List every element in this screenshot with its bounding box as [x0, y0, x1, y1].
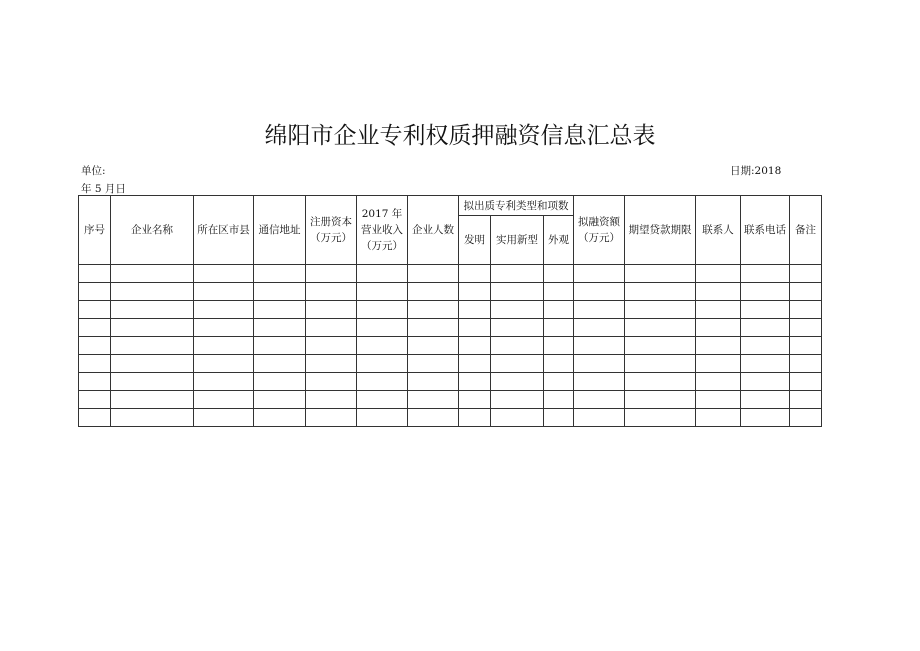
table-cell [357, 301, 408, 319]
table-cell [357, 265, 408, 283]
table-cell [194, 355, 254, 373]
header-district: 所在区市县 [194, 196, 254, 265]
table-cell [111, 283, 194, 301]
table-cell [111, 337, 194, 355]
table-cell [696, 319, 741, 337]
table-row [79, 265, 822, 283]
table-cell [741, 391, 790, 409]
table-cell [625, 355, 696, 373]
header-patent-design: 外观 [544, 216, 574, 265]
table-cell [306, 337, 357, 355]
table-row [79, 373, 822, 391]
table-cell [574, 337, 625, 355]
table-cell [194, 301, 254, 319]
table-cell [625, 373, 696, 391]
table-cell [254, 373, 306, 391]
table-cell [696, 337, 741, 355]
table-cell [408, 409, 459, 427]
page-title: 绵阳市企业专利权质押融资信息汇总表 [264, 123, 656, 149]
table-cell [574, 319, 625, 337]
table-cell [625, 301, 696, 319]
table-cell [357, 409, 408, 427]
table-cell [574, 391, 625, 409]
table-cell [625, 409, 696, 427]
header-patent-invention: 发明 [459, 216, 491, 265]
table-cell [254, 355, 306, 373]
table-cell [696, 409, 741, 427]
table-cell [544, 319, 574, 337]
date-label-continued: 年 5 月日 [81, 183, 126, 195]
table-cell [790, 355, 822, 373]
table-cell [574, 301, 625, 319]
header-revenue-2017: 2017 年营业收入（万元） [357, 196, 408, 265]
table-cell [111, 409, 194, 427]
table-cell [696, 355, 741, 373]
table-cell [306, 301, 357, 319]
table-row [79, 355, 822, 373]
table-cell [574, 409, 625, 427]
header-patent-utility: 实用新型 [491, 216, 544, 265]
table-cell [459, 265, 491, 283]
header-address: 通信地址 [254, 196, 306, 265]
table-cell [306, 283, 357, 301]
table-cell [111, 301, 194, 319]
table-cell [491, 337, 544, 355]
table-cell [254, 319, 306, 337]
table-cell [306, 373, 357, 391]
table-row [79, 337, 822, 355]
table-cell [306, 319, 357, 337]
summary-table [78, 195, 822, 427]
table-cell [625, 265, 696, 283]
table-cell [696, 373, 741, 391]
table-cell [408, 265, 459, 283]
table-cell [194, 337, 254, 355]
table-cell [459, 391, 491, 409]
table-cell [254, 337, 306, 355]
table-cell [79, 337, 111, 355]
table-cell [491, 391, 544, 409]
table-cell [357, 337, 408, 355]
table-cell [741, 337, 790, 355]
table-cell [194, 319, 254, 337]
table-cell [408, 373, 459, 391]
table-cell [79, 301, 111, 319]
table-cell [790, 319, 822, 337]
table-cell [741, 265, 790, 283]
table-cell [790, 409, 822, 427]
table-row [79, 301, 822, 319]
table-cell [357, 391, 408, 409]
table-cell [696, 301, 741, 319]
table-cell [544, 283, 574, 301]
table-cell [111, 319, 194, 337]
header-contact: 联系人 [696, 196, 741, 265]
table-cell [357, 355, 408, 373]
table-cell [459, 373, 491, 391]
header-phone: 联系电话 [741, 196, 790, 265]
table-cell [741, 373, 790, 391]
table-cell [408, 283, 459, 301]
table-cell [408, 391, 459, 409]
table-cell [790, 337, 822, 355]
table-cell [459, 409, 491, 427]
table-cell [111, 373, 194, 391]
header-financing-amount: 拟融资额（万元） [574, 196, 625, 265]
header-employees: 企业人数 [408, 196, 459, 265]
table-cell [544, 391, 574, 409]
table-cell [696, 283, 741, 301]
table-cell [491, 319, 544, 337]
header-registered-capital: 注册资本（万元） [306, 196, 357, 265]
table-cell [625, 319, 696, 337]
table-cell [306, 409, 357, 427]
table-cell [254, 265, 306, 283]
table-cell [544, 265, 574, 283]
table-cell [625, 391, 696, 409]
table-cell [625, 283, 696, 301]
table-cell [306, 391, 357, 409]
table-cell [696, 391, 741, 409]
date-label: 日期:2018 [730, 165, 782, 177]
table-cell [254, 283, 306, 301]
table-cell [491, 409, 544, 427]
table-cell [741, 409, 790, 427]
table-cell [194, 265, 254, 283]
table-cell [491, 355, 544, 373]
table-cell [790, 301, 822, 319]
table-cell [357, 319, 408, 337]
table-cell [459, 319, 491, 337]
table-cell [79, 391, 111, 409]
table-cell [306, 265, 357, 283]
header-patent-group: 拟出质专利类型和项数 [459, 196, 574, 216]
table-cell [574, 355, 625, 373]
table-cell [408, 301, 459, 319]
table-cell [254, 409, 306, 427]
table-cell [491, 301, 544, 319]
table-cell [357, 373, 408, 391]
table-cell [790, 373, 822, 391]
table-cell [79, 373, 111, 391]
table-cell [696, 265, 741, 283]
table-cell [544, 409, 574, 427]
table-cell [625, 337, 696, 355]
table-row [79, 283, 822, 301]
table-cell [790, 391, 822, 409]
unit-label: 单位: [81, 165, 106, 177]
table-cell [790, 283, 822, 301]
table-cell [111, 355, 194, 373]
table-row [79, 319, 822, 337]
table-cell [194, 283, 254, 301]
table-cell [544, 337, 574, 355]
table-cell [459, 355, 491, 373]
table-cell [79, 319, 111, 337]
table-cell [544, 373, 574, 391]
table-cell [408, 355, 459, 373]
table-cell [790, 265, 822, 283]
table-cell [254, 391, 306, 409]
table-row [79, 409, 822, 427]
table-cell [741, 355, 790, 373]
table-row [79, 391, 822, 409]
table-cell [408, 319, 459, 337]
table-cell [741, 301, 790, 319]
table-cell [741, 319, 790, 337]
table-cell [459, 283, 491, 301]
table-cell [544, 301, 574, 319]
header-seq: 序号 [79, 196, 111, 265]
table-cell [459, 301, 491, 319]
table-cell [111, 265, 194, 283]
table-cell [574, 265, 625, 283]
table-cell [408, 337, 459, 355]
table-cell [79, 409, 111, 427]
table-cell [459, 337, 491, 355]
table-cell [306, 355, 357, 373]
header-company-name: 企业名称 [111, 196, 194, 265]
table-cell [491, 373, 544, 391]
table-cell [741, 283, 790, 301]
table-cell [79, 283, 111, 301]
table-cell [254, 301, 306, 319]
table-cell [544, 355, 574, 373]
header-loan-term: 期望贷款期限 [625, 196, 696, 265]
header-remarks: 备注 [790, 196, 822, 265]
table-cell [79, 355, 111, 373]
table-cell [194, 391, 254, 409]
table-cell [79, 265, 111, 283]
table-cell [111, 391, 194, 409]
table-cell [491, 283, 544, 301]
table-cell [194, 409, 254, 427]
table-cell [574, 283, 625, 301]
table-cell [357, 283, 408, 301]
table-cell [574, 373, 625, 391]
table-cell [194, 373, 254, 391]
table-cell [491, 265, 544, 283]
